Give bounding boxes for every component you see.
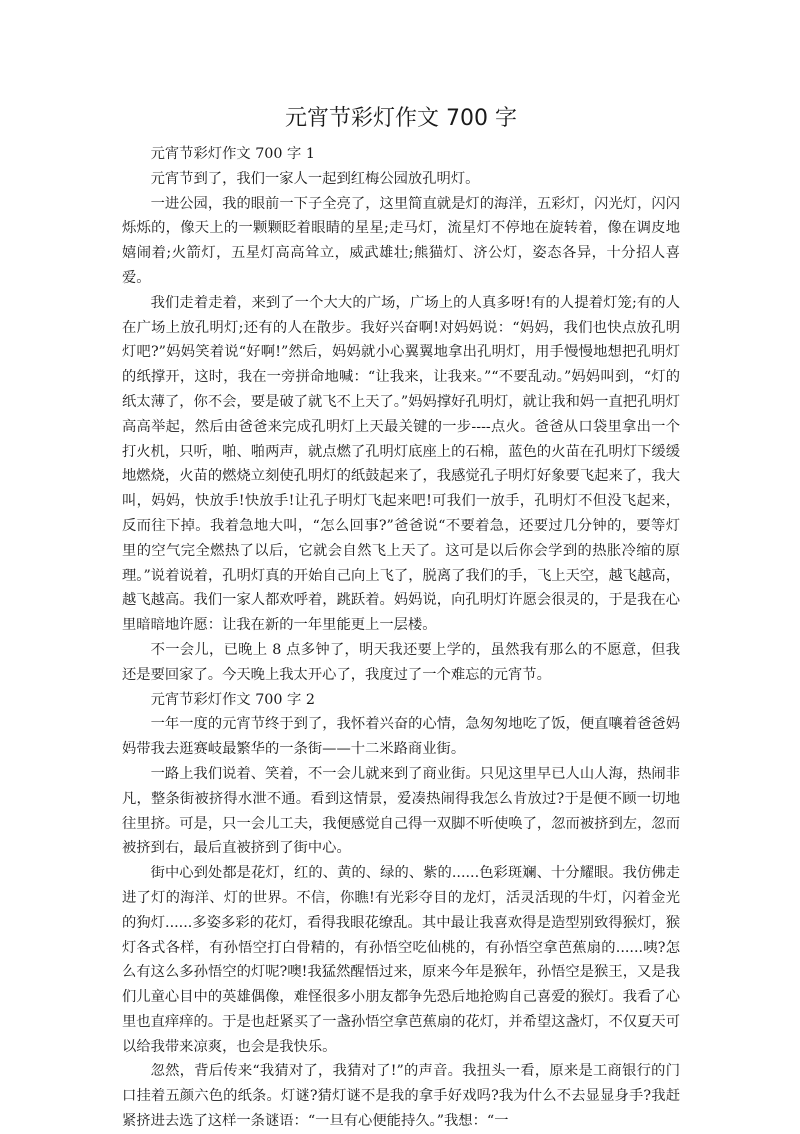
paragraph: 不一会儿，已晚上 8 点多钟了，明天我还要上学的，虽然我有那么的不愿意，但我还是要回家了。今天晚上我太开心了，我度过了一个难忘的元宵节。 bbox=[122, 641, 680, 683]
document-title: 元宵节彩灯作文 700 字 bbox=[285, 106, 517, 131]
paragraph: 街中心到处都是花灯，红的、黄的、绿的、紫的......色彩斑斓、十分耀眼。我仿佛走进了灯的海洋、灯的世界。不信，你瞧!有光彩夺目的龙灯，活灵活现的牛灯，闪着金光的狗灯......多姿多彩的花灯，看得我眼花缭乱。其中最让我喜欢得是造型别致得猴灯，猴灯各式各样，有孙悟空打白骨精的，有孙悟空吃仙桃的，有孙悟空拿芭蕉扇的......咦?怎么有这么多孙悟空的灯呢?噢!我猛然醒悟过来，原来今年是猴年，孙悟空是猴王，又是我们儿童心目中的英雄偶像，难怪很多小朋友都争先恐后地抢购自己喜爱的猴灯。我看了心里也直痒痒的。于是也赶紧买了一盏孙悟空拿芭蕉扇的花灯，并希望这盏灯，不仅夏天可以给我带来凉爽，也会是我快乐。 bbox=[122, 865, 680, 1055]
paragraph: 一年一度的元宵节终于到了，我怀着兴奋的心情，急匆匆地吃了饭，便直嚷着爸爸妈妈带我去逛赛岐最繁华的一条街——十二米路商业街。 bbox=[122, 716, 680, 758]
document-body bbox=[122, 142, 680, 1134]
paragraph: 一进公园，我的眼前一下子全亮了，这里简直就是灯的海洋，五彩灯，闪光灯，闪闪烁烁的，像天上的一颗颗眨着眼睛的星星;走马灯，流星灯不停地在旋转着，像在调皮地嬉闹着;火箭灯，五星灯高高耸立，威武雄壮;熊猫灯、济公灯，姿态各异，十分招人喜爱。 bbox=[122, 195, 680, 286]
subheading-part-2: 元宵节彩灯作文 700 字 2 bbox=[150, 691, 315, 708]
paragraph: 一路上我们说着、笑着，不一会儿就来到了商业街。只见这里早已人山人海，热闹非凡，整条街被挤得水泄不通。看到这情景，爱凑热闹得我怎么肯放过?于是便不顾一切地往里挤。可是，只一会儿工夫，我便感觉自己得一双脚不听使唤了，忽而被挤到左，忽而被挤到右，最后直被挤到了街中心。 bbox=[122, 765, 680, 857]
subheading-part-1: 元宵节彩灯作文 700 字 1 bbox=[150, 146, 315, 162]
paragraph: 我们走着走着，来到了一个大大的广场，广场上的人真多呀!有的人提着灯笼;有的人在广场上放孔明灯;还有的人在散步。我好兴奋啊!对妈妈说：“妈妈，我们也快点放孔明灯吧?”妈妈笑着说“好啊!”然后，妈妈就小心翼翼地拿出孔明灯，用手慢慢地想把孔明灯的纸撑开，这时，我在一旁拼命地喊：“让我来，让我来。”“不要乱动。”妈妈叫到，“灯的纸太薄了，你不会，要是破了就飞不上天了。”妈妈撑好孔明灯，就让我和妈一直把孔明灯高高举起，然后由爸爸来完成孔明灯上天最关键的一步----点火。爸爸从口袋里拿出一个打火机，只听，啪、啪两声，就点燃了孔明灯底座上的石棉，蓝色的火苗在孔明灯下缓缓地燃烧，火苗的燃烧立刻使孔明灯的纸鼓起来了，我感觉孔子明灯好象要飞起来了，我大叫，妈妈，快放手!快放手!让孔子明灯飞起来吧!可我们一放手，孔明灯不但没飞起来，反而往下掉。我着急地大叫，“怎么回事?”爸爸说“不要着急，还要过几分钟的，要等灯里的空气完全燃热了以后，它就会自然飞上天了。这可是以后你会学到的热胀冷缩的原理。”说着说着，孔明灯真的开始自己向上飞了，脱离了我们的手，飞上天空，越飞越高，越飞越高。我们一家人都欢呼着，跳跃着。妈妈说，向孔明灯许愿会很灵的，于是我在心里暗暗地许愿：让我在新的一年里能更上一层楼。 bbox=[122, 294, 680, 634]
paragraph: 元宵节到了，我们一家人一起到红梅公园放孔明灯。 bbox=[150, 170, 480, 187]
paragraph: 忽然，背后传来“我猜对了，我猜对了!”的声音。我扭头一看，原来是工商银行的门口挂着五颜六色的纸条。灯谜?猜灯谜不是我的拿手好戏吗?我为什么不去显显身手?我赶紧挤进去选了这样一条谜语：“一旦有心便能持久。”我想：“一 bbox=[122, 1063, 680, 1130]
